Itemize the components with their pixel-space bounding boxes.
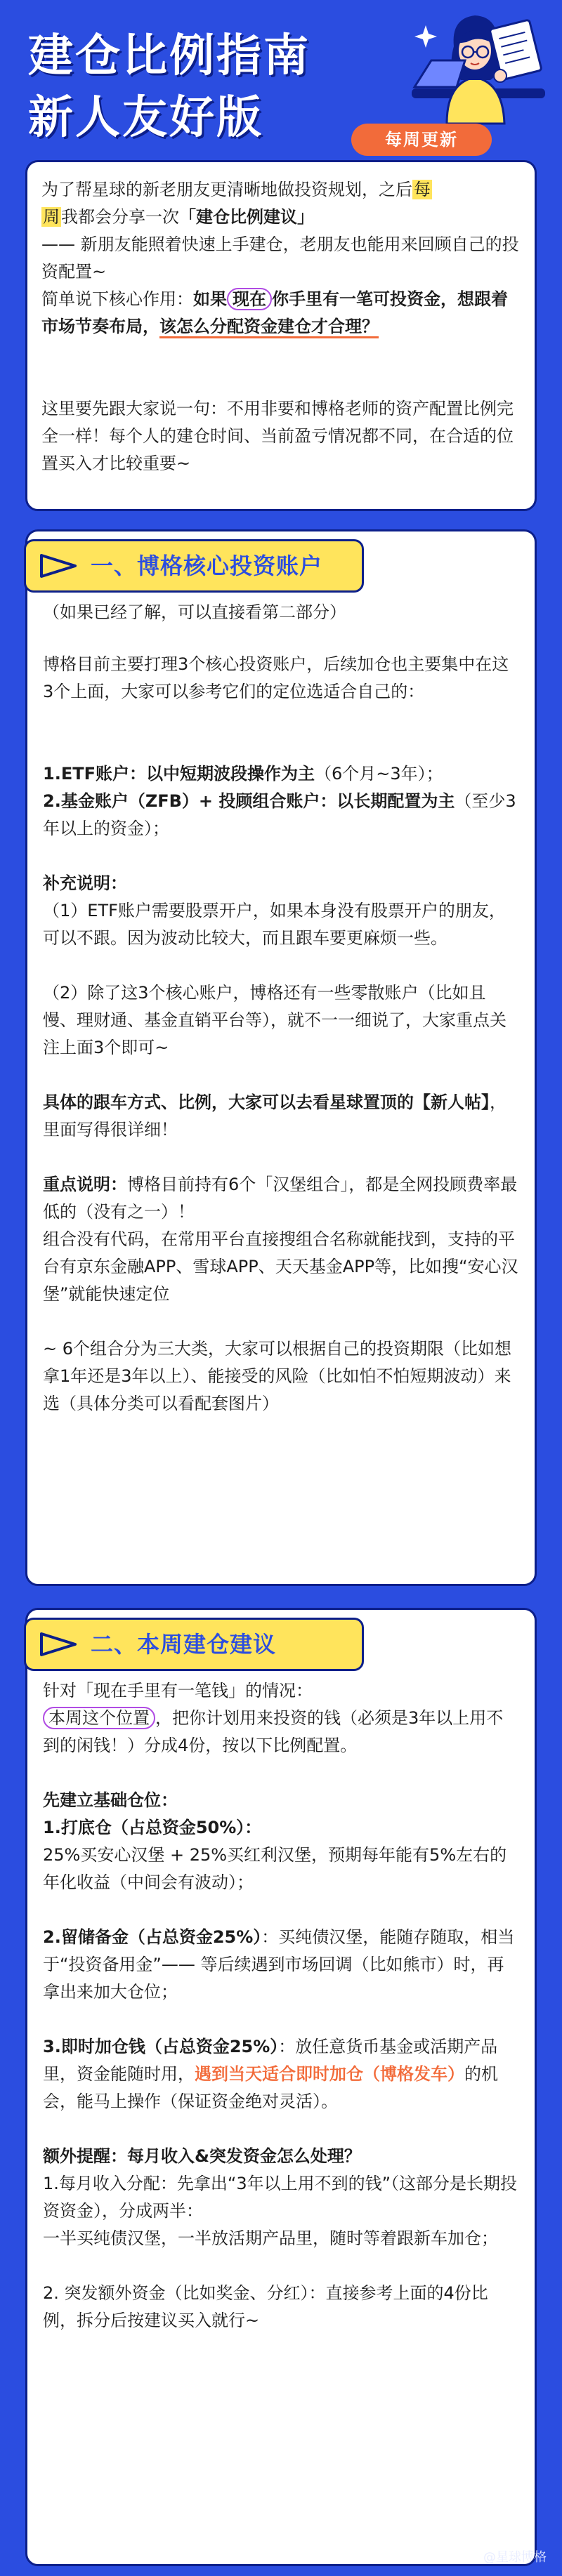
section2-title: 二、本周建仓建议	[91, 1631, 277, 1658]
base-position-title: 先建立基础仓位：	[43, 1790, 178, 1810]
bold-text: 重点说明：	[43, 1175, 127, 1194]
item-text: 博格目前持有6个「汉堡组合」，都是全网投顾费率最低的（没有之一）！	[43, 1175, 518, 1222]
item-text: 的机会，能马上操作（保证资金绝对灵活）。	[43, 2064, 498, 2111]
bold-text: 1.ETF账户：以中短期波段操作为主	[43, 764, 315, 784]
intro-text: 为了帮星球的新老朋友更清晰地做投资规划，之后	[41, 180, 412, 199]
supplement-1: （1）ETF账户需要股票开户，如果本身没有股票开户的朋友，可以不跟。因为波动比较大，而且跟车要更麻烦一些。	[43, 901, 506, 948]
intro-card	[25, 160, 537, 511]
intro-paragraph-3	[27, 286, 535, 341]
circled-text: 现在	[227, 288, 272, 310]
page-title-line1: 建仓比例指南	[28, 30, 311, 82]
highlight-text: 每	[414, 180, 431, 199]
bold-text: 2.基金账户（ZFB）+ 投顾组合账户：以长期配置为主	[43, 791, 455, 811]
item-text: ，把你计划用来投资的钱（必须是3年以上用不到的闲钱！）分成4份，按以下比例配置。	[43, 1708, 504, 1755]
bold-text: 2.留储备金（占总资金25%）	[43, 1927, 262, 1947]
key-note	[27, 1171, 535, 1226]
intro-text: 简单说下核心作用：	[41, 289, 193, 309]
play-triangle-icon	[39, 1631, 78, 1658]
section2-intro: 针对「现在手里有一笔钱」的情况：	[43, 1681, 313, 1700]
bold-text: 「建仓比例建议」	[179, 207, 314, 227]
intro-paragraph-4: 这里要先跟大家说一句：不用非要和博格老师的资产配置比例完全一样！每个人的建仓时间、当前盈亏情况都不同，在合适的位置买入才比较重要~	[41, 399, 514, 473]
item-text: ，里面写得很详细！	[43, 1092, 507, 1140]
follow-guide	[27, 1089, 535, 1144]
section2-split-rule	[27, 1705, 535, 1759]
bold-text: 如果	[193, 289, 227, 309]
section1-title: 一、博格核心投资账户	[91, 553, 323, 579]
section1-intro: 博格目前主要打理3个核心投资账户，后续加仓也主要集中在这3个上面，大家可以参考它们的定位选适合自己的：	[43, 654, 509, 701]
monthly-income-tip: 1.每月收入分配：先拿出“3年以上用不到的钱”（这部分是长期投资资金），分成两半：	[43, 2174, 518, 2221]
supplement-2: （2）除了这3个核心账户，博格还有一些零散账户（比如且慢、理财通、基金直销平台等），就不一一细说了，大家重点关注上面3个即可~	[43, 983, 507, 1057]
play-triangle-icon	[39, 553, 78, 579]
section1-card	[25, 529, 537, 1586]
item-text: （至少3年以上的资金）；	[43, 791, 516, 838]
item-text: ：放任意货币基金或活期产品里，资金能随时用，	[43, 2037, 498, 2084]
bold-text: 你手里有一笔可投资金，想跟着市场节奏布局，	[41, 289, 508, 336]
bold-text: 具体的跟车方式、比例，大家可以去看星球置顶的【新人帖】	[43, 1092, 490, 1112]
extra-reminder-title: 额外提醒：每月收入&突发资金怎么处理？	[43, 2146, 361, 2166]
watermark: @星球博格	[483, 2550, 547, 2565]
weekly-update-badge: 每周更新	[351, 124, 492, 156]
section2-header	[24, 1618, 364, 1671]
page-title-line2: 新人友好版	[28, 92, 263, 144]
fund-account-item	[27, 788, 535, 843]
monthly-income-split: 一半买纯债汉堡，一半放活期产品里，随时等着跟新车加仓；	[43, 2228, 498, 2248]
search-tip: 组合没有代码，在常用平台直接搜组合名称就能找到，支持的平台有京东金融APP、雪球APP、天天基金APP等，比如搜“安心汉堡”就能快速定位	[43, 1229, 518, 1304]
girl-reading-illustration	[398, 4, 552, 131]
intro-paragraph-1	[27, 176, 535, 231]
item-text: ：买纯债汉堡，能随存随取，相当于“投资备用金”—— 等后续遇到市场回调（比如熊市）时，再拿出来加大仓位；	[43, 1927, 515, 2002]
highlight-text: 周	[43, 207, 60, 227]
step1-text: 25%买安心汉堡 + 25%买红利汉堡，预期每年能有5%左右的年化收益（中间会有波动）；	[43, 1845, 507, 1892]
intro-text: 我都会分享一次	[61, 207, 179, 227]
circled-text: 本周这个位置	[43, 1707, 155, 1729]
section1-note: （如果已经了解，可以直接看第二部分）	[43, 602, 346, 622]
step3	[27, 2033, 535, 2115]
portfolio-groups: ~ 6个组合分为三大类，大家可以根据自己的投资期限（比如想拿1年还是3年以上）、能接受的风险（比如怕不怕短期波动）来选（具体分类可以看配套图片）	[43, 1339, 512, 1413]
supplement-title: 补充说明：	[43, 873, 127, 893]
bold-text: 3.即时加仓钱（占总资金25%）	[43, 2037, 279, 2056]
step2	[27, 1924, 535, 2006]
item-text: （6个月~3年）；	[314, 764, 443, 784]
step1-title: 1.打底仓（占总资金50%）：	[43, 1818, 262, 1837]
intro-paragraph-2: —— 新朋友能照着快速上手建仓，老朋友也能用来回顾自己的投资配置~	[41, 235, 519, 282]
underlined-text: 该怎么分配资金建仓才合理？	[159, 317, 379, 336]
orange-highlight-text: 遇到当天适合即时加仓（博格发车）	[195, 2064, 464, 2084]
etf-account-item	[27, 760, 535, 788]
section1-header	[24, 539, 364, 593]
extra-funds-tip: 2. 突发额外资金（比如奖金、分红）：直接参考上面的4份比例，拆分后按建议买入就行~	[43, 2283, 488, 2330]
section2-card	[25, 1608, 537, 2566]
header	[0, 0, 562, 157]
